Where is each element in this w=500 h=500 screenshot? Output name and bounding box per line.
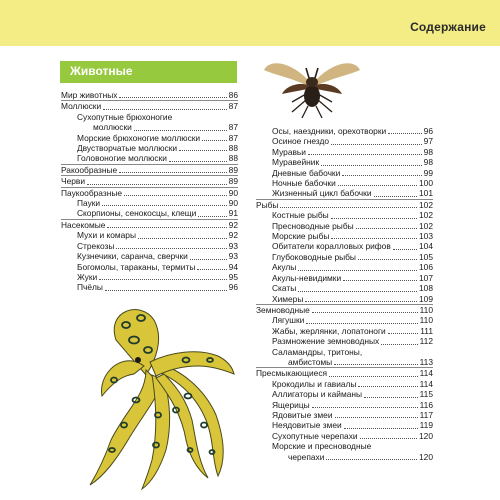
dot-leader	[87, 184, 227, 185]
dot-leader	[360, 438, 417, 439]
toc-column-right	[256, 126, 433, 462]
toc-entry	[256, 241, 433, 251]
toc-entry-title: Костные рыбы	[272, 210, 329, 221]
toc-entry	[61, 241, 238, 251]
dot-leader	[119, 172, 226, 173]
toc-entry-title: Крокодилы и гавиалы	[272, 378, 357, 389]
toc-entry-page: 104	[419, 241, 433, 252]
toc-entry-page: 93	[228, 240, 238, 251]
dot-leader	[190, 259, 227, 260]
dot-leader	[102, 205, 227, 206]
toc-entry-page: 102	[419, 210, 433, 221]
dot-leader	[358, 259, 417, 260]
toc-entry-page: 103	[419, 231, 433, 242]
toc-entry-page: 100	[419, 178, 433, 189]
toc-entry	[256, 420, 433, 430]
toc-entry-title: Морские и пресноводные	[272, 441, 372, 452]
dot-leader	[179, 150, 227, 151]
toc-entry	[61, 175, 238, 186]
toc-entry-page: 95	[228, 271, 238, 282]
toc-entry-title: Рыбы	[256, 199, 279, 210]
dot-leader	[298, 270, 417, 271]
toc-entry-title: Акулы-невидимки	[272, 272, 342, 283]
toc-entry	[61, 208, 238, 218]
dot-leader	[105, 290, 227, 291]
toc-entry	[61, 251, 238, 261]
toc-entry-page: 111	[420, 325, 433, 336]
toc-entry-title: черепахи	[288, 451, 325, 462]
dot-leader	[326, 459, 417, 460]
toc-entry	[61, 282, 238, 292]
toc-entry	[256, 304, 433, 315]
toc-entry-page: 102	[419, 220, 433, 231]
toc-entry	[256, 400, 433, 410]
toc-entry	[256, 199, 433, 210]
octopus-illustration	[86, 300, 236, 490]
toc-entry-title: Кузнечики, саранча, сверчки	[77, 251, 188, 262]
toc-entry	[61, 198, 238, 208]
toc-entry-page: 109	[419, 293, 433, 304]
dot-leader	[334, 364, 417, 365]
dot-leader	[280, 207, 417, 208]
toc-entry	[256, 347, 433, 357]
dot-leader	[335, 417, 418, 418]
toc-entry	[61, 262, 238, 272]
dot-leader	[99, 279, 227, 280]
dot-leader	[338, 185, 417, 186]
toc-entry-page: 88	[228, 143, 238, 154]
toc-entry-title: Осы, наездники, орехотворки	[272, 126, 387, 136]
toc-entry	[61, 272, 238, 282]
toc-entry-page: 90	[228, 198, 238, 209]
toc-entry-title: Головоногие моллюски	[77, 153, 167, 164]
toc-entry-page: 87	[228, 122, 238, 133]
toc-entry-title: Двустворчатые моллюски	[77, 143, 178, 154]
toc-entry	[61, 187, 238, 198]
dot-leader	[312, 312, 418, 313]
dot-leader	[331, 238, 417, 239]
toc-entry	[256, 188, 433, 198]
toc-entry-title: Саламандры, тритоны,	[272, 346, 363, 357]
toc-entry-title: Скорпионы, сенокосцы, клещи	[77, 208, 197, 219]
dot-leader	[103, 109, 227, 110]
dot-leader	[138, 238, 227, 239]
toc-entry	[256, 326, 433, 336]
toc-entry-page: 116	[419, 399, 433, 410]
toc-entry	[61, 112, 238, 122]
dot-leader	[116, 248, 226, 249]
toc-entry-title: моллюски	[93, 122, 132, 133]
toc-entry-page: 98	[423, 157, 433, 168]
toc-entry	[256, 231, 433, 241]
toc-entry-page: 110	[419, 304, 433, 315]
dot-leader	[388, 133, 421, 134]
toc-entry-title: Муравьи	[272, 146, 306, 157]
toc-entry-page: 105	[419, 251, 433, 262]
toc-entry-title: амбистомы	[288, 356, 333, 367]
dot-leader	[374, 196, 418, 197]
toc-entry-title: Дневные бабочки	[272, 167, 341, 178]
toc-entry	[256, 367, 433, 378]
toc-entry	[256, 315, 433, 325]
toc-entry-page: 108	[419, 283, 433, 294]
dot-leader	[364, 397, 418, 398]
toc-entry	[256, 178, 433, 188]
dot-leader	[298, 291, 417, 292]
toc-entry-title: Ядовитые змеи	[272, 409, 333, 420]
toc-entry-title: Акулы	[272, 262, 297, 273]
toc-entry-title: Паукообразные	[61, 187, 123, 198]
dot-leader	[321, 165, 422, 166]
dot-leader	[344, 428, 418, 429]
toc-entry	[256, 126, 433, 136]
toc-entry	[61, 143, 238, 153]
toc-entry-title: Осиное гнездо	[272, 136, 330, 147]
dot-leader	[202, 140, 227, 141]
dot-leader	[124, 195, 227, 196]
dot-leader	[306, 323, 417, 324]
toc-entry	[61, 219, 238, 230]
toc-entry	[256, 410, 433, 420]
toc-entry-page: 89	[228, 176, 238, 187]
toc-entry	[256, 221, 433, 231]
dot-leader	[107, 227, 226, 228]
toc-entry-page: 112	[419, 336, 433, 347]
toc-entry-page: 94	[228, 261, 238, 272]
beetle-illustration	[262, 52, 362, 120]
dot-leader	[312, 407, 418, 408]
toc-entry	[61, 133, 238, 143]
toc-entry	[256, 336, 433, 346]
section-title: Животные	[70, 64, 133, 78]
toc-entry-page: 97	[423, 136, 433, 147]
toc-entry-title: Морские брюхоногие моллюски	[77, 132, 201, 143]
toc-entry	[61, 122, 238, 132]
toc-entry	[61, 164, 238, 175]
toc-entry-title: Пресноводные рыбы	[272, 220, 354, 231]
toc-entry-page: 99	[423, 167, 433, 178]
toc-entry-page: 101	[419, 188, 433, 199]
toc-entry-page: 87	[228, 101, 238, 112]
toc-entry-title: Пауки	[77, 198, 101, 209]
dot-leader	[358, 386, 417, 387]
toc-entry-page: 115	[419, 389, 433, 400]
header-band	[0, 0, 500, 46]
toc-entry	[61, 153, 238, 163]
toc-entry-title: Скаты	[272, 283, 297, 294]
toc-entry-page: 114	[419, 378, 433, 389]
toc-entry-page: 92	[228, 219, 238, 230]
toc-entry-page: 93	[228, 251, 238, 262]
toc-entry	[61, 100, 238, 111]
dot-leader	[329, 376, 418, 377]
toc-entry-page: 89	[228, 164, 238, 175]
toc-entry-page: 86	[228, 90, 238, 100]
toc-entry-page: 114	[419, 368, 433, 379]
toc-entry-title: Жизненный цикл бабочки	[272, 188, 372, 199]
toc-entry-page: 96	[228, 282, 238, 293]
toc-entry-title: Земноводные	[256, 304, 310, 315]
toc-entry	[256, 147, 433, 157]
dot-leader	[198, 216, 226, 217]
dot-leader	[356, 228, 417, 229]
toc-entry-page: 90	[228, 187, 238, 198]
toc-entry	[256, 273, 433, 283]
dot-leader	[381, 344, 417, 345]
toc-entry-title: Неядовитые змеи	[272, 420, 342, 431]
toc-entry-page: 91	[228, 208, 238, 219]
toc-column-left	[61, 90, 238, 293]
toc-entry-title: Муравейник	[272, 157, 320, 168]
toc-entry	[256, 389, 433, 399]
toc-entry	[256, 136, 433, 146]
toc-entry-page: 117	[419, 409, 433, 420]
toc-entry-title: Аллигаторы и кайманы	[272, 389, 363, 400]
section-banner	[60, 61, 237, 83]
toc-entry-title: Пресмыкающиеся	[256, 368, 328, 379]
toc-entry-title: Химеры	[272, 293, 304, 304]
toc-entry-page: 88	[228, 153, 238, 164]
toc-entry	[61, 90, 238, 100]
toc-entry-page: 113	[419, 356, 433, 367]
toc-entry-title: Лягушки	[272, 315, 305, 326]
toc-entry-page: 96	[423, 126, 433, 136]
toc-entry-title: Ракообразные	[61, 164, 118, 175]
dot-leader	[169, 161, 227, 162]
toc-entry	[61, 230, 238, 240]
toc-entry	[256, 157, 433, 167]
toc-entry	[256, 357, 433, 367]
dot-leader	[119, 97, 226, 98]
dot-leader	[134, 130, 227, 131]
toc-entry	[256, 441, 433, 451]
toc-entry-title: Жуки	[77, 271, 98, 282]
toc-entry-page: 107	[419, 272, 433, 283]
toc-entry-page: 92	[228, 230, 238, 241]
page-title: Содержание	[410, 20, 486, 34]
toc-entry-title: Сухопутные брюхоногие	[77, 111, 173, 122]
toc-entry	[256, 252, 433, 262]
toc-entry	[256, 283, 433, 293]
toc-entry-title: Моллюски	[61, 101, 102, 112]
toc-entry-title: Глубоководные рыбы	[272, 251, 356, 262]
dot-leader	[305, 301, 417, 302]
toc-entry-page: 120	[419, 430, 433, 441]
toc-entry-title: Обитатели коралловых рифов	[272, 241, 391, 252]
toc-entry	[256, 294, 433, 304]
toc-entry-page: 119	[419, 420, 433, 431]
toc-entry-title: Насекомые	[61, 219, 106, 230]
dot-leader	[308, 154, 422, 155]
dot-leader	[331, 218, 417, 219]
dot-leader	[393, 249, 417, 250]
toc-entry-title: Мир животных	[61, 90, 118, 100]
toc-entry-page: 120	[419, 451, 433, 462]
toc-entry-title: Морские рыбы	[272, 231, 330, 242]
toc-entry	[256, 379, 433, 389]
dot-leader	[342, 175, 421, 176]
toc-entry-page: 106	[419, 262, 433, 273]
toc-entry-page: 110	[419, 315, 433, 326]
toc-entry-page: 87	[228, 132, 238, 143]
toc-entry-title: Сухопутные черепахи	[272, 430, 358, 441]
toc-entry-title: Стрекозы	[77, 240, 115, 251]
toc-entry-title: Черви	[61, 176, 86, 187]
toc-entry	[256, 168, 433, 178]
dot-leader	[331, 144, 422, 145]
toc-entry	[256, 262, 433, 272]
toc-entry-page: 102	[419, 199, 433, 210]
toc-entry-title: Ночные бабочки	[272, 178, 336, 189]
toc-entry-title: Мухи и комары	[77, 230, 136, 241]
toc-entry	[256, 431, 433, 441]
dot-leader	[388, 333, 419, 334]
toc-entry-title: Ящерицы	[272, 399, 310, 410]
toc-entry-title: Жабы, жерлянки, лопатоноги	[272, 325, 386, 336]
dot-leader	[343, 280, 417, 281]
toc-entry-title: Богомолы, тараканы, термиты	[77, 261, 196, 272]
dot-leader	[197, 269, 226, 270]
toc-entry	[256, 452, 433, 462]
toc-entry-title: Пчёлы	[77, 282, 103, 293]
toc-entry-title: Размножение земноводных	[272, 336, 380, 347]
toc-entry	[256, 210, 433, 220]
toc-entry-page: 98	[423, 146, 433, 157]
